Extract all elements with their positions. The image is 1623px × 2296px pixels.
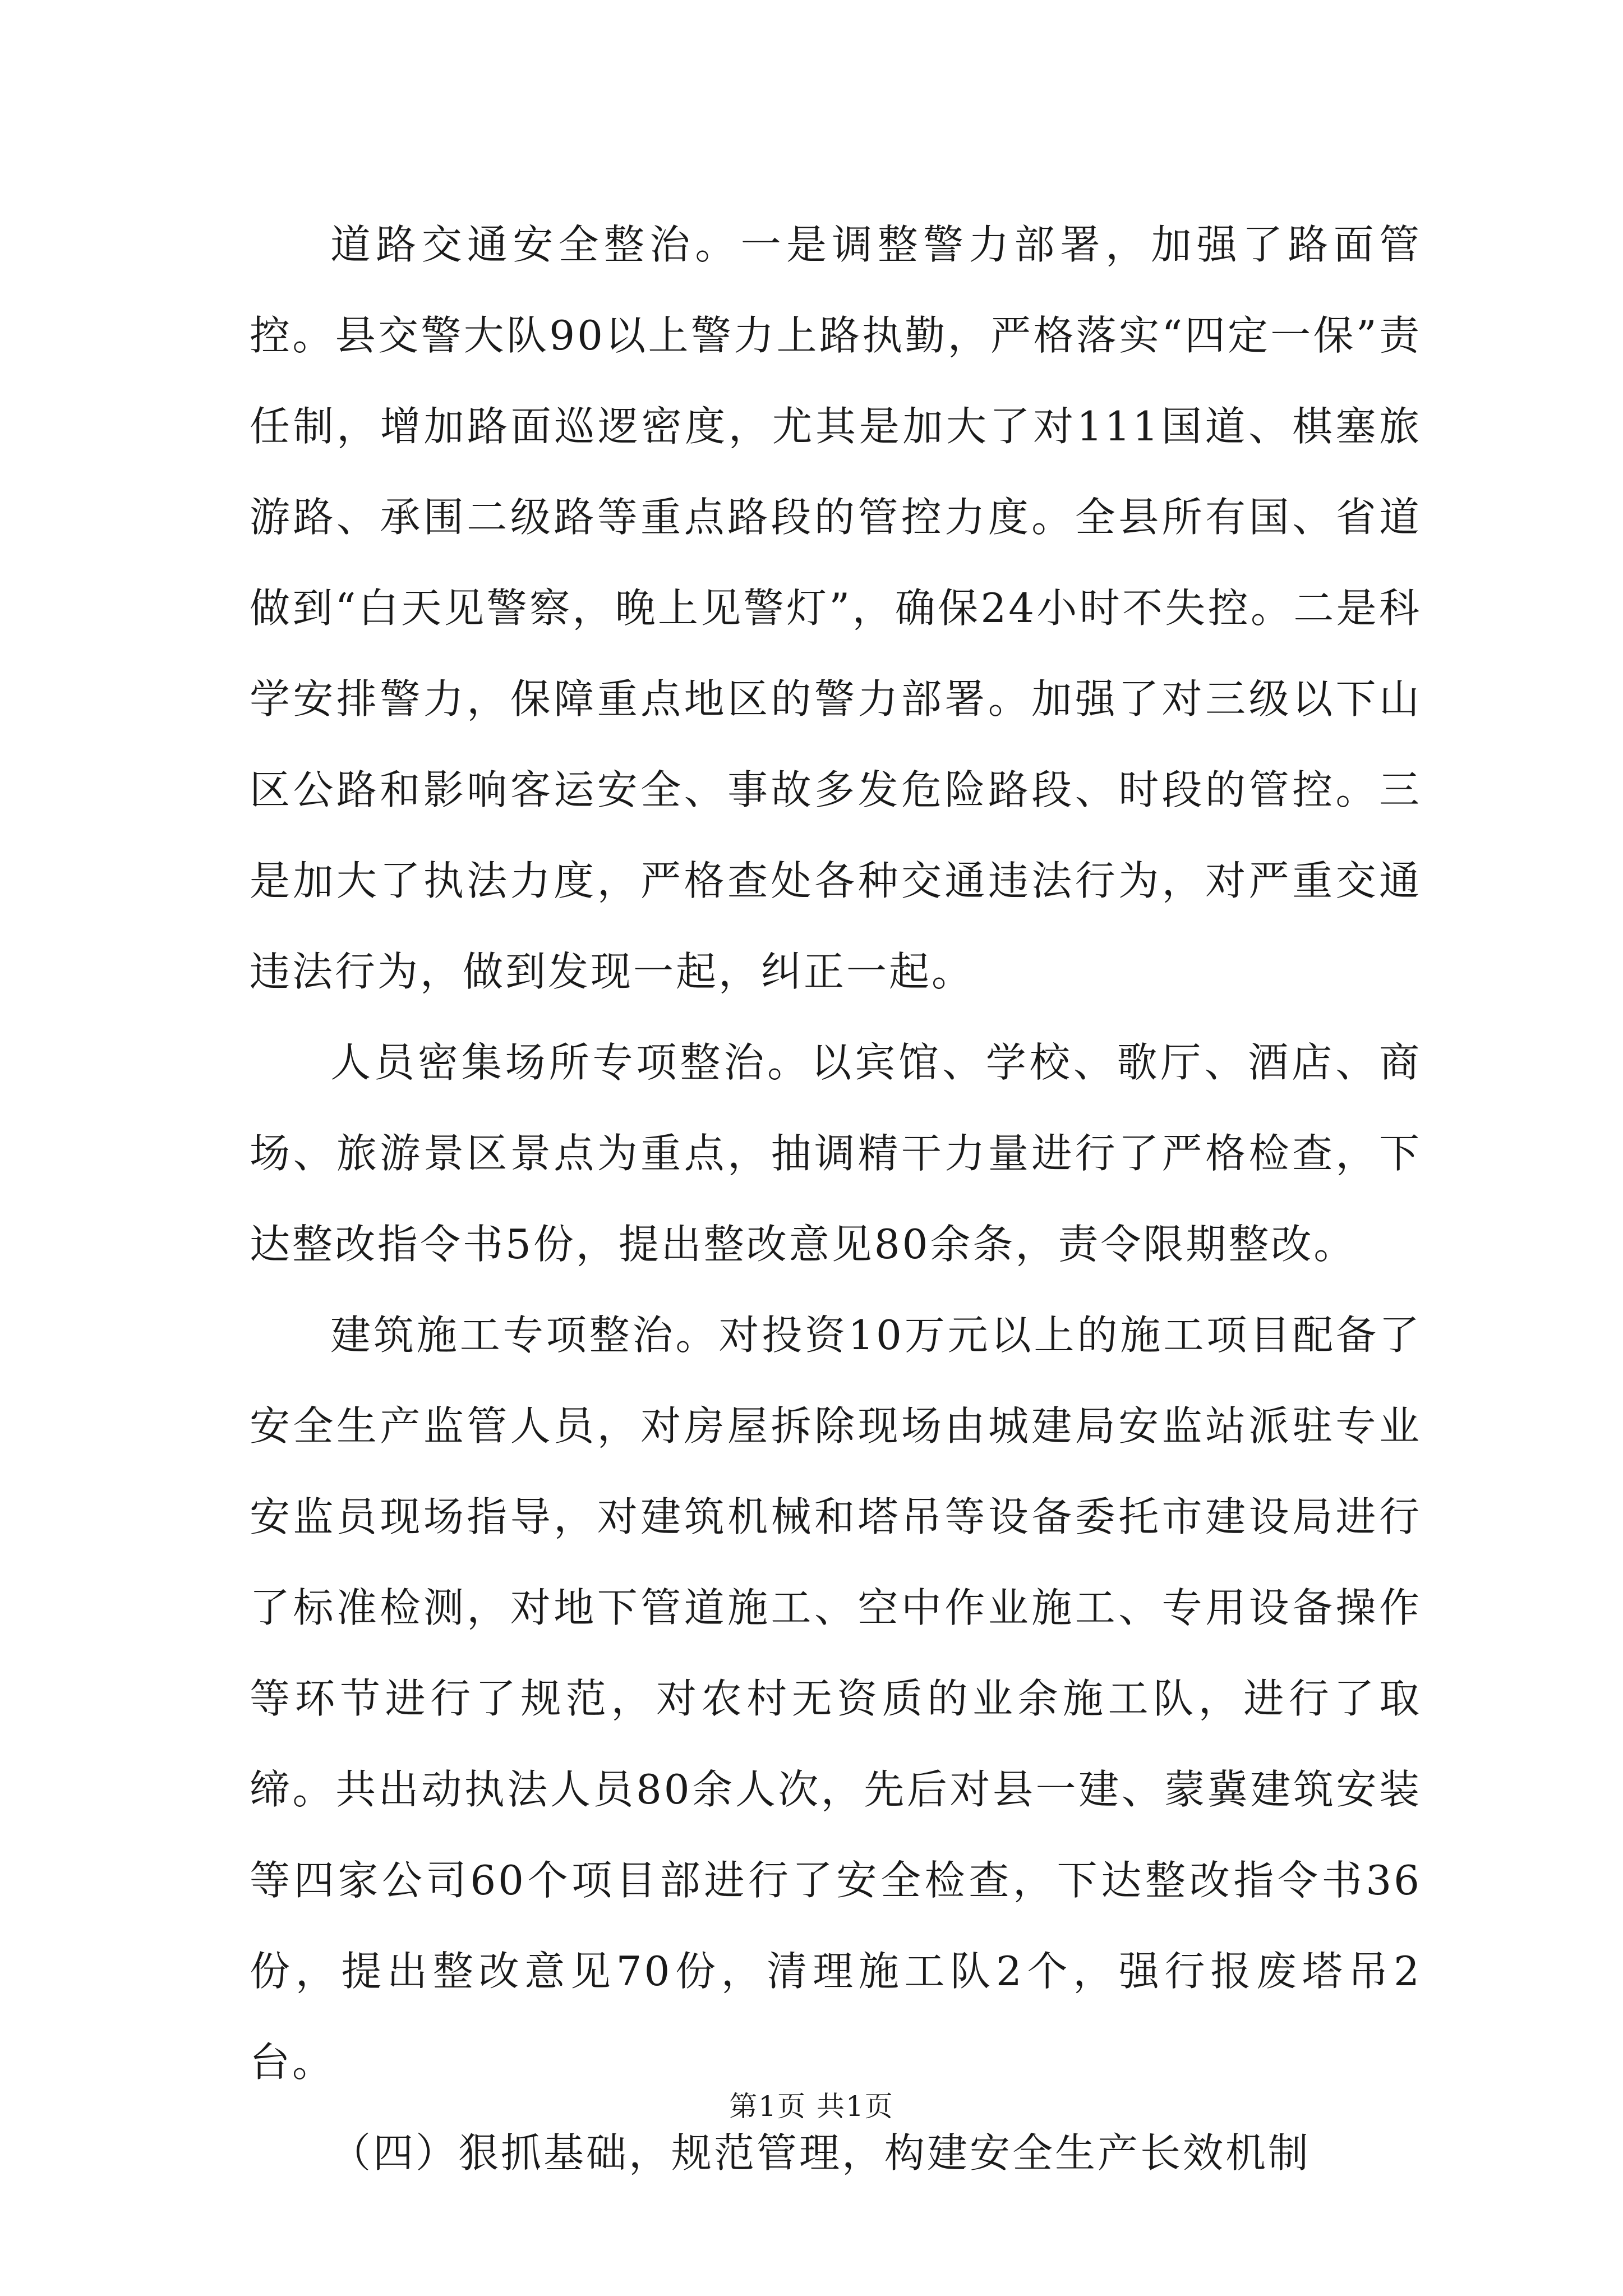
section-heading: （四）狠抓基础，规范管理，构建安全生产长效机制 (330, 2129, 1311, 2177)
page-footer: 第1页 共1页 (729, 2090, 894, 2123)
paragraph-crowded-places: 人员密集场所专项整治。以宾馆、学校、歌厅、酒店、商场、旅游景区景点为重点，抽调精干力量进行了严格检查，下达整改指令书5份，提出整改意见80余条，责令限期整改。 (250, 1039, 1422, 1268)
document-body (250, 199, 1422, 2198)
paragraph-construction: 建筑施工专项整治。对投资10万元以上的施工项目配备了安全生产监管人员，对房屋拆除现场由城建局安监站派驻专业安监员现场指导，对建筑机械和塔吊等设备委托市建设局进行了标准检测，对地下管道施工、空中作业施工、专用设备操作等环节进行了规范，对农村无资质的业余施工队，进行了取缔。共出动执法人员80余人次，先后对县一建、蒙冀建筑安装等四家公司60个项目部进行了安全检查，下达整改指令书36份，提出整改意见70份，清理施工队2个，强行报废塔吊2台。 (250, 1312, 1422, 2086)
paragraph-road-traffic: 道路交通安全整治。一是调整警力部署，加强了路面管控。县交警大队90以上警力上路执勤，严格落实“四定一保”责任制，增加路面巡逻密度，尤其是加大了对111国道、棋塞旅游路、承围二级路等重点路段的管控力度。全县所有国、省道做到“白天见警察，晚上见警灯”，确保24小时不失控。二是科学安排警力，保障重点地区的警力部署。加强了对三级以下山区公路和影响客运安全、事故多发危险路段、时段的管控。三是加大了执法力度，严格查处各种交通违法行为，对严重交通违法行为，做到发现一起，纠正一起。 (250, 221, 1422, 995)
